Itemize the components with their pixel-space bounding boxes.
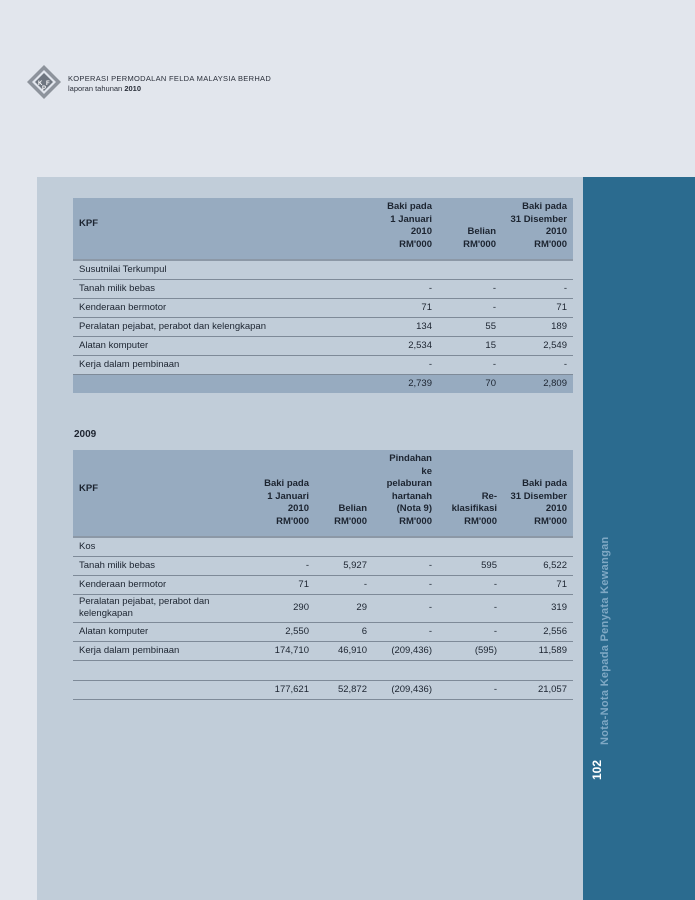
table-row [73, 575, 573, 594]
column-header: Baki pada 31 Disember 2010 RM'000 [503, 450, 573, 537]
row-value: - [315, 575, 373, 594]
row-value: - [373, 556, 438, 575]
row-label: Tanah milik bebas [73, 279, 363, 298]
total-value: 177,621 [237, 680, 315, 699]
row-value: - [438, 279, 502, 298]
row-value: - [438, 298, 502, 317]
section-row [73, 260, 573, 279]
row-label: Alatan komputer [73, 336, 363, 355]
report-title [68, 84, 141, 93]
total-value: 52,872 [315, 680, 373, 699]
row-label: Kenderaan bermotor [73, 575, 237, 594]
table-2010 [73, 198, 573, 393]
row-value: 595 [438, 556, 503, 575]
column-header: KPF [73, 198, 363, 260]
spacer-row [73, 660, 573, 680]
report-year: 2010 [124, 84, 141, 93]
row-value: - [373, 594, 438, 622]
row-value: 5,927 [315, 556, 373, 575]
table-header-row [73, 450, 573, 537]
total-value: (209,436) [373, 680, 438, 699]
row-value: (595) [438, 641, 503, 660]
row-value: 174,710 [237, 641, 315, 660]
spacer-cell [73, 660, 573, 680]
column-header: KPF [73, 450, 237, 537]
row-value: 2,550 [237, 622, 315, 641]
total-value [73, 680, 237, 699]
row-label: Peralatan pejabat, perabot dan kelengkapan [73, 594, 237, 622]
row-label: Alatan komputer [73, 622, 237, 641]
table-row [73, 594, 573, 622]
row-value: - [438, 622, 503, 641]
column-header: Belian RM'000 [315, 450, 373, 537]
kpf-logo-icon [26, 64, 62, 100]
report-prefix: laporan tahunan [68, 84, 123, 93]
row-value: 71 [502, 298, 573, 317]
row-value: 6 [315, 622, 373, 641]
logo-letter-k: K [38, 81, 43, 87]
page-number: 102 [590, 759, 604, 780]
row-value: 2,556 [503, 622, 573, 641]
row-value: 6,522 [503, 556, 573, 575]
column-header: Belian RM'000 [438, 198, 502, 260]
row-value: 319 [503, 594, 573, 622]
row-value: 55 [438, 317, 502, 336]
row-value: - [373, 622, 438, 641]
total-value: 21,057 [503, 680, 573, 699]
table-row [73, 355, 573, 374]
row-label: Peralatan pejabat, perabot dan kelengkapan [73, 317, 363, 336]
row-value: - [237, 556, 315, 575]
row-value: 189 [502, 317, 573, 336]
total-row [73, 680, 573, 699]
column-header: Baki pada 1 Januari 2010 RM'000 [363, 198, 438, 260]
table-row [73, 298, 573, 317]
row-value: 71 [363, 298, 438, 317]
row-label: Kenderaan bermotor [73, 298, 363, 317]
logo-letter-p: P [42, 86, 47, 92]
total-value: 70 [438, 374, 502, 393]
table-2009 [73, 450, 573, 700]
table-row [73, 641, 573, 660]
table-row [73, 622, 573, 641]
column-header: Pindahan ke pelaburan hartanah (Nota 9) RM'000 [373, 450, 438, 537]
row-value: 2,549 [502, 336, 573, 355]
row-value: - [363, 355, 438, 374]
column-header: Baki pada 1 Januari 2010 RM'000 [237, 450, 315, 537]
table-row [73, 317, 573, 336]
row-value: 2,534 [363, 336, 438, 355]
total-row [73, 374, 573, 393]
table-header-row [73, 198, 573, 260]
row-value: 71 [503, 575, 573, 594]
row-value: 290 [237, 594, 315, 622]
total-value: 2,809 [502, 374, 573, 393]
logo-letter-f: F [46, 81, 50, 87]
section-label: Susutnilai Terkumpul [73, 260, 573, 279]
total-value [73, 374, 363, 393]
report-header [26, 64, 426, 104]
row-value: - [502, 279, 573, 298]
row-value: 29 [315, 594, 373, 622]
row-value: 11,589 [503, 641, 573, 660]
table-row [73, 556, 573, 575]
table-row [73, 336, 573, 355]
row-value: 134 [363, 317, 438, 336]
sidebar-title: Nota-Nota Kepada Penyata Kewangan [599, 536, 611, 745]
company-name: KOPERASI PERMODALAN FELDA MALAYSIA BERHAD [68, 74, 272, 83]
column-header: Re- klasifikasi RM'000 [438, 450, 503, 537]
total-value: - [438, 680, 503, 699]
row-value: 15 [438, 336, 502, 355]
row-value: - [438, 575, 503, 594]
total-value: 2,739 [363, 374, 438, 393]
row-label: Tanah milik bebas [73, 556, 237, 575]
row-label: Kerja dalam pembinaan [73, 355, 363, 374]
year-heading: 2009 [74, 429, 97, 440]
table-row [73, 279, 573, 298]
column-header: Baki pada 31 Disember 2010 RM'000 [502, 198, 573, 260]
row-value: 71 [237, 575, 315, 594]
section-row [73, 537, 573, 556]
row-value: - [363, 279, 438, 298]
row-value: - [438, 355, 502, 374]
row-value: 46,910 [315, 641, 373, 660]
row-value: - [373, 575, 438, 594]
row-label: Kerja dalam pembinaan [73, 641, 237, 660]
row-value: - [438, 594, 503, 622]
row-value: - [502, 355, 573, 374]
row-value: (209,436) [373, 641, 438, 660]
section-label: Kos [73, 537, 573, 556]
